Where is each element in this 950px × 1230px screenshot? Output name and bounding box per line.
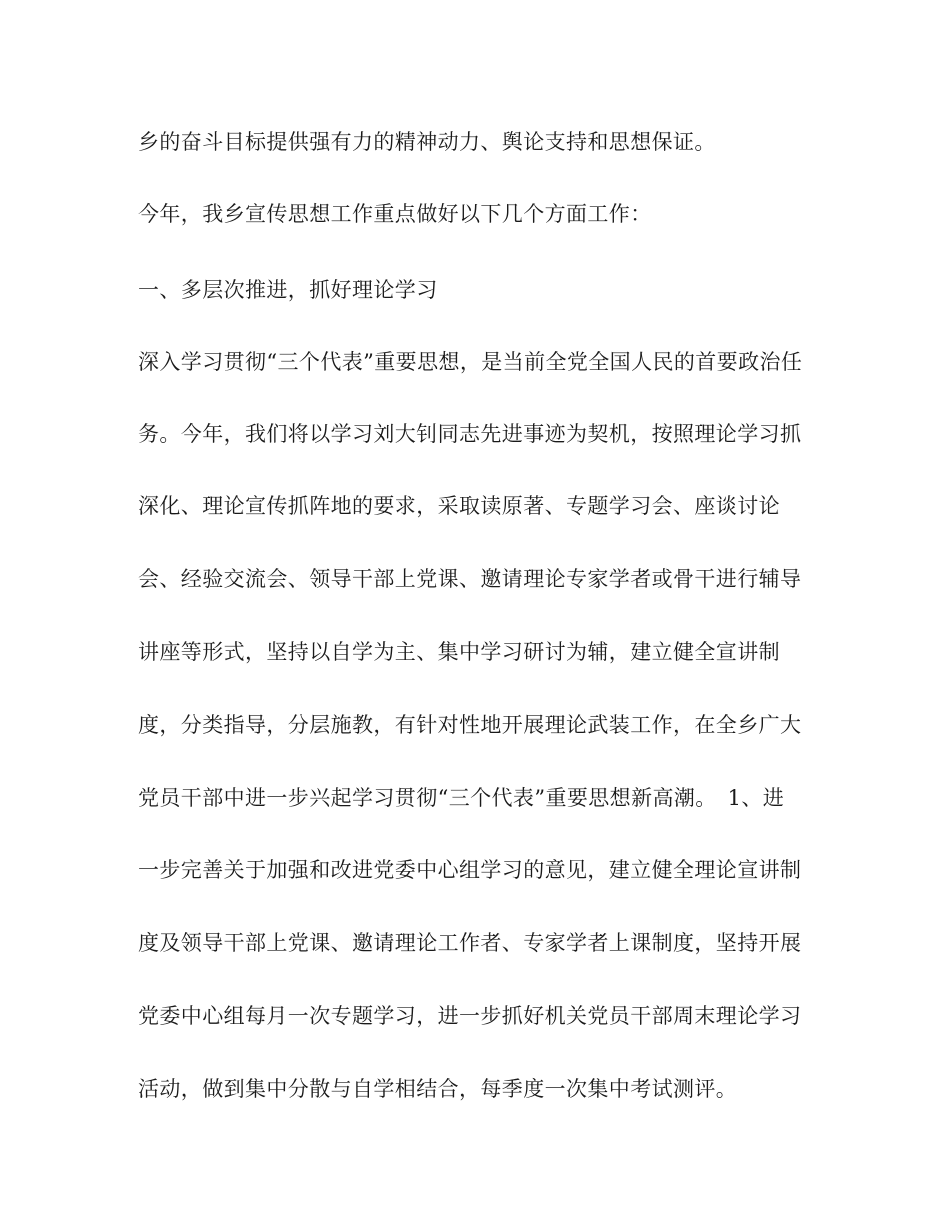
section-heading: 一、多层次推进，抓好理论学习 xyxy=(138,278,438,302)
text-line-1: 乡的奋斗目标提供强有力的精神动力、舆论支持和思想保证。 xyxy=(138,130,716,154)
text-line-11: 一步完善关于加强和改进党委中心组学习的意见，建立健全理论宣讲制 xyxy=(138,858,802,882)
text-line-5: 务。今年，我们将以学习刘大钊同志先进事迹为契机，按照理论学习抓 xyxy=(138,422,802,446)
text-line-8: 讲座等形式，坚持以自学为主、集中学习研讨为辅，建立健全宣讲制 xyxy=(138,640,780,664)
text-line-2: 今年，我乡宣传思想工作重点做好以下几个方面工作： xyxy=(138,202,652,226)
text-line-4: 深入学习贯彻“三个代表”重要思想，是当前全党全国人民的首要政治任 xyxy=(138,350,803,374)
text-line-13: 党委中心组每月一次专题学习，进一步抓好机关党员干部周末理论学习 xyxy=(138,1004,802,1028)
text-line-14: 活动，做到集中分散与自学相结合，每季度一次集中考试测评。 xyxy=(138,1077,738,1101)
text-line-6: 深化、理论宣传抓阵地的要求，采取读原著、专题学习会、座谈讨论 xyxy=(138,494,780,518)
text-line-12: 度及领导干部上党课、邀请理论工作者、专家学者上课制度，坚持开展 xyxy=(138,931,802,955)
text-line-10: 党员干部中进一步兴起学习贯彻“三个代表”重要思想新高潮。 1、进 xyxy=(138,786,785,810)
text-line-9: 度，分类指导，分层施教，有针对性地开展理论武装工作，在全乡广大 xyxy=(138,713,802,737)
text-line-7: 会、经验交流会、领导干部上党课、邀请理论专家学者或骨干进行辅导 xyxy=(138,567,802,591)
